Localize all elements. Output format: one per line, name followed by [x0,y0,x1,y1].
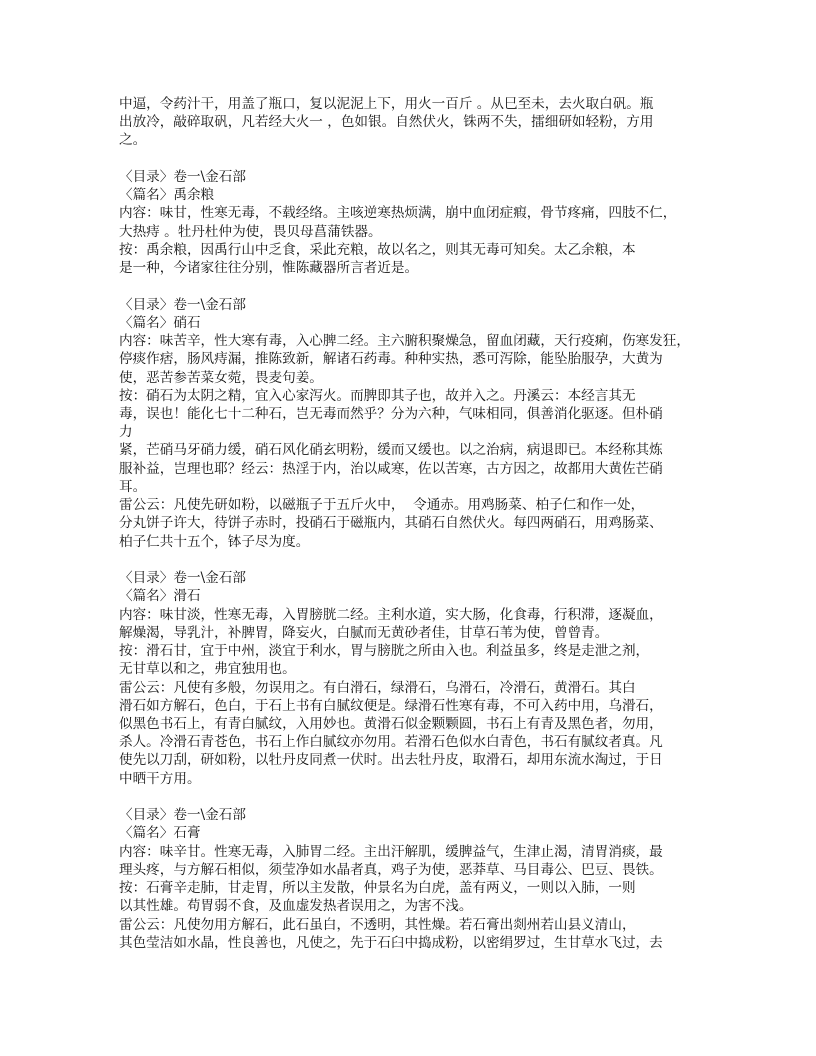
entry-text-line: 使，恶苦参苦菜女菀，畏麦句姜。 [119,369,323,386]
entry-text-line: 解燥渴，导乳汁，补脾胃，降妄火，白腻而无黄砂者佳，甘草石苇为使，曾曾青。 [119,624,609,641]
entry-text-line: 耳。 [119,478,147,495]
intro-text-line: 中逼，令药汁干，用盖了瓶口，复以泥泥上下，用火一百斤 。从巳至未，去火取白矾。瓶 [119,96,654,112]
entry-text-line: 内容：味辛甘。性寒无毒，入肺胃二经。主出汗解肌，缓脾益气，生津止渴，清胃消痰，最 [119,843,663,860]
entry-catalog: 〈目录〉卷一\金石部 [119,168,246,185]
entry-text-line: 雷公云：凡使勿用方解石，此石虽白，不透明，其性燥。若石膏出剡州若山县义清山， [119,916,636,933]
entry-text-line: 雷公云：凡使先研如粉，以磁瓶子于五斤火中， 令通赤。用鸡肠菜、柏子仁和作一处， [119,497,645,514]
entry-text-line: 毒，误也！能化七十二种石，岂无毒而然乎？分为六种，气味相同，俱善消化驱逐。但朴硝 [119,405,663,422]
entry-text-line: 理头疼，与方解石相似，须莹净如水晶者真，鸡子为使，恶莽草、马目毒公、巴豆、畏铁。 [119,861,663,878]
entry-text-line: 似黑色书石上，有青白腻纹，入用妙也。黄滑石似金颗颗圆，书石上有青及黑色者，勿用， [119,715,663,732]
entry-text-line: 中晒干方用。 [119,770,201,787]
entry-text-line: 无甘草以和之，弗宜独用也。 [119,661,296,678]
entry-text-line: 停痰作痞，肠风痔漏，推陈致新，解诸石药毒。种种实热，悉可泻除，能坠胎服孕，大黄为 [119,351,663,368]
blank-line [119,551,709,569]
entry-text-line: 按：硝石为太阴之精，宜入心家泻火。而脾即其子也，故并入之。丹溪云：本经言其无 [119,387,636,404]
entry-catalog: 〈目录〉卷一\金石部 [119,807,246,824]
entry-text-line: 大热痔 。牡丹杜仲为使，畏贝母菖蒲铁器。 [119,223,382,240]
entry-text-line: 滑石如方解石，色白，于石上书有白腻纹便是。绿滑石性寒有毒，不可入药中用，乌滑石， [119,697,663,714]
entry-text-line: 使先以刀刮，研如粉，以牡丹皮同煮一伏时。出去牡丹皮，取滑石，却用东流水淘过，于日 [119,752,663,769]
entry-text-line: 是一种，今诸家往往分别，惟陈藏器所言者近是。 [119,260,419,277]
intro-text-line: 之。 [119,132,147,149]
entry-text-line: 按：石膏辛走肺，甘走胃，所以主发散，仲景名为白虎，盖有两义，一则以入肺，一则 [119,880,636,897]
entry-text-line: 力 [119,424,133,441]
entry-text-line: 其色莹洁如水晶，性良善也，凡使之，先于石臼中捣成粉，以密绢罗过，生甘草水飞过，去 [119,934,663,951]
entry-text-line: 服补益，岂理也耶？经云：热淫于内，治以咸寒，佐以苦寒，古方因之，故都用大黄佐芒硝 [119,460,663,477]
blank-line [119,788,709,806]
entry-text-line: 内容：味苦辛，性大寒有毒，入心脾二经。主六腑积聚燥急，留血闭藏，天行疫痢，伤寒发狂， [119,333,690,350]
entry-text-line: 以其性雄。苟胃弱不食，及血虚发热者误用之，为害不浅。 [119,898,473,915]
entry-text-line: 柏子仁共十五个，钵子尽为度。 [119,533,310,550]
entry-title: 〈篇名〉石膏 [119,825,201,842]
intro-text-line: 出放冷，敲碎取矾，凡若经大火一 ，色如银。自然伏火，铢两不失，擂细研如轻粉，方用 [119,114,654,131]
entry-text-line: 内容：味甘，性寒无毒，不载经络。主咳逆寒热烦满，崩中血闭症瘕，骨节疼痛，四肢不仁， [119,205,677,222]
entry-text-line: 雷公云：凡使有多般，勿误用之。有白滑石，绿滑石，乌滑石，冷滑石，黄滑石。其白 [119,679,636,696]
entry-catalog: 〈目录〉卷一\金石部 [119,570,246,587]
entry-text-line: 按：滑石甘，宜于中州，淡宜于利水，胃与膀胱之所由入也。利益虽多，终是走泄之剂， [119,643,650,660]
entry-title: 〈篇名〉滑石 [119,588,201,605]
entry-title: 〈篇名〉硝石 [119,314,201,331]
entry-title: 〈篇名〉禹余粮 [119,187,215,204]
entry-text-line: 内容：味甘淡，性寒无毒，入胃膀胱二经。主利水道，实大肠，化食毒，行积滞，逐凝血， [119,606,663,623]
entry-text-line: 分丸饼子许大，待饼子赤时，投硝石于磁瓶内，其硝石自然伏火。每四两硝石，用鸡肠菜、 [119,515,663,532]
entry-catalog: 〈目录〉卷一\金石部 [119,296,246,313]
entry-text-line: 紧，芒硝马牙硝力缓，硝石风化硝玄明粉，缓而又缓也。以之治病，病退即已。本经称其炼 [119,442,663,459]
entry-text-line: 杀人。冷滑石青苍色，书石上作白腻纹亦勿用。若滑石色似水白青色，书石有腻纹者真。凡 [119,734,663,751]
entry-text-line: 按：禹余粮，因禹行山中乏食，采此充粮，故以名之，则其无毒可知矣。太乙余粮，本 [119,241,636,258]
document-page [119,95,709,952]
blank-line [119,277,709,295]
blank-line [119,150,709,168]
